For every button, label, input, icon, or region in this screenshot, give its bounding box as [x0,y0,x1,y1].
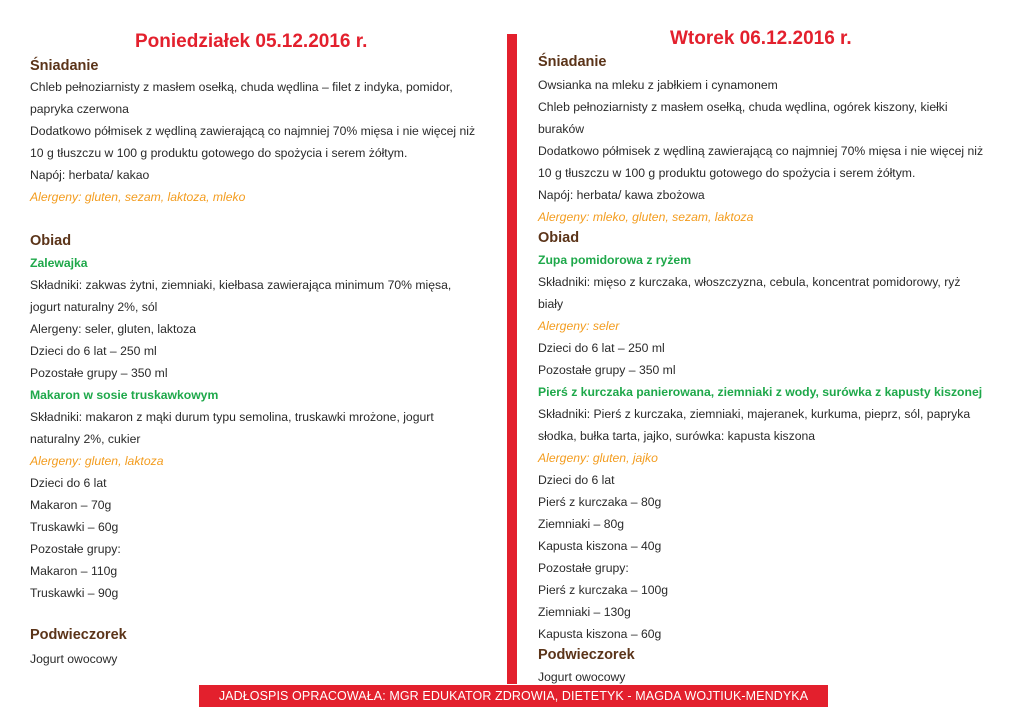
menu-line: Dzieci do 6 lat – 250 ml [538,341,665,355]
menu-line: Pozostałe grupy – 350 ml [538,363,676,377]
dish-name: Makaron w sosie truskawkowym [30,388,219,402]
menu-line: Makaron – 70g [30,498,112,512]
menu-line: Jogurt owocowy [30,652,118,666]
menu-line: Jogurt owocowy [538,670,626,684]
allergens-text: Alergeny: gluten, jajko [538,451,658,465]
menu-line: Ziemniaki – 130g [538,605,631,619]
section-heading: Obiad [30,233,72,249]
allergens-text: Alergeny: seler [538,319,620,333]
menu-line: Dzieci do 6 lat – 250 ml [30,344,157,358]
section-heading: Śniadanie [538,54,607,70]
menu-line: Napój: herbata/ kawa zbożowa [538,188,705,202]
section-heading: Podwieczorek [30,627,127,643]
menu-line: biały [538,297,564,311]
menu-line: Pierś z kurczaka – 100g [538,583,669,597]
menu-line: jogurt naturalny 2%, sól [30,300,158,314]
column-divider [507,34,517,684]
menu-line: Składniki: Pierś z kurczaka, ziemniaki, majeranek, kurkuma, pieprz, sól, papryka [538,407,971,421]
allergens-text: Alergeny: gluten, laktoza [30,454,164,468]
menu-line: 10 g tłuszczu w 100 g produktu gotowego do spożycia i serem żółtym. [30,146,408,160]
menu-line: 10 g tłuszczu w 100 g produktu gotowego do spożycia i serem żółtym. [538,166,916,180]
menu-line: Składniki: makaron z mąki durum typu semolina, truskawki mrożone, jogurt [30,410,434,424]
menu-line: Chleb pełnoziarnisty z masłem osełką, chuda wędlina – filet z indyka, pomidor, [30,80,453,94]
menu-line: Składniki: zakwas żytni, ziemniaki, kiełbasa zawierająca minimum 70% mięsa, [30,278,452,292]
menu-line: słodka, bułka tarta, jajko, surówka: kapusta kiszona [538,429,816,443]
dish-name: Zalewajka [30,256,88,270]
menu-line: Kapusta kiszona – 60g [538,627,662,641]
menu-line: Truskawki – 60g [30,520,119,534]
dish-name: Pierś z kurczaka panierowana, ziemniaki z wody, surówka z kapusty kiszonej [538,385,983,399]
menu-line: Pozostałe grupy: [30,542,121,556]
section-heading: Obiad [538,230,580,246]
section-heading: Śniadanie [30,58,99,74]
menu-line: Chleb pełnoziarnisty z masłem osełką, chuda wędlina, ogórek kiszony, kiełki [538,100,948,114]
menu-line: buraków [538,122,585,136]
menu-line: Pozostałe grupy: [538,561,629,575]
menu-line: Dzieci do 6 lat [538,473,615,487]
menu-line: Makaron – 110g [30,564,118,578]
menu-line: papryka czerwona [30,102,129,116]
menu-line: Dzieci do 6 lat [30,476,107,490]
footer-banner: JADŁOSPIS OPRACOWAŁA: MGR EDUKATOR ZDROWIA, DIETETYK - MAGDA WOJTIUK-MENDYKA [199,685,828,707]
allergens-text: Alergeny: gluten, sezam, laktoza, mleko [30,190,246,204]
allergens-text: Alergeny: mleko, gluten, sezam, laktoza [538,210,754,224]
menu-line: Dodatkowo półmisek z wędliną zawierającą co najmniej 70% mięsa i nie więcej niż [30,124,476,138]
menu-line: Dodatkowo półmisek z wędliną zawierającą co najmniej 70% mięsa i nie więcej niż [538,144,984,158]
section-heading: Podwieczorek [538,647,635,663]
menu-line: Owsianka na mleku z jabłkiem i cynamonem [538,78,778,92]
day-title-tuesday: Wtorek 06.12.2016 r. [670,28,852,49]
day-title-monday: Poniedziałek 05.12.2016 r. [135,31,368,52]
menu-line: Pierś z kurczaka – 80g [538,495,662,509]
menu-line: Alergeny: seler, gluten, laktoza [30,322,196,336]
menu-line: Pozostałe grupy – 350 ml [30,366,168,380]
dish-name: Zupa pomidorowa z ryżem [538,253,692,267]
menu-line: Kapusta kiszona – 40g [538,539,662,553]
menu-line: Składniki: mięso z kurczaka, włoszczyzna, cebula, koncentrat pomidorowy, ryż [538,275,961,289]
menu-line: naturalny 2%, cukier [30,432,141,446]
menu-line: Truskawki – 90g [30,586,119,600]
menu-line: Ziemniaki – 80g [538,517,625,531]
menu-line: Napój: herbata/ kakao [30,168,150,182]
